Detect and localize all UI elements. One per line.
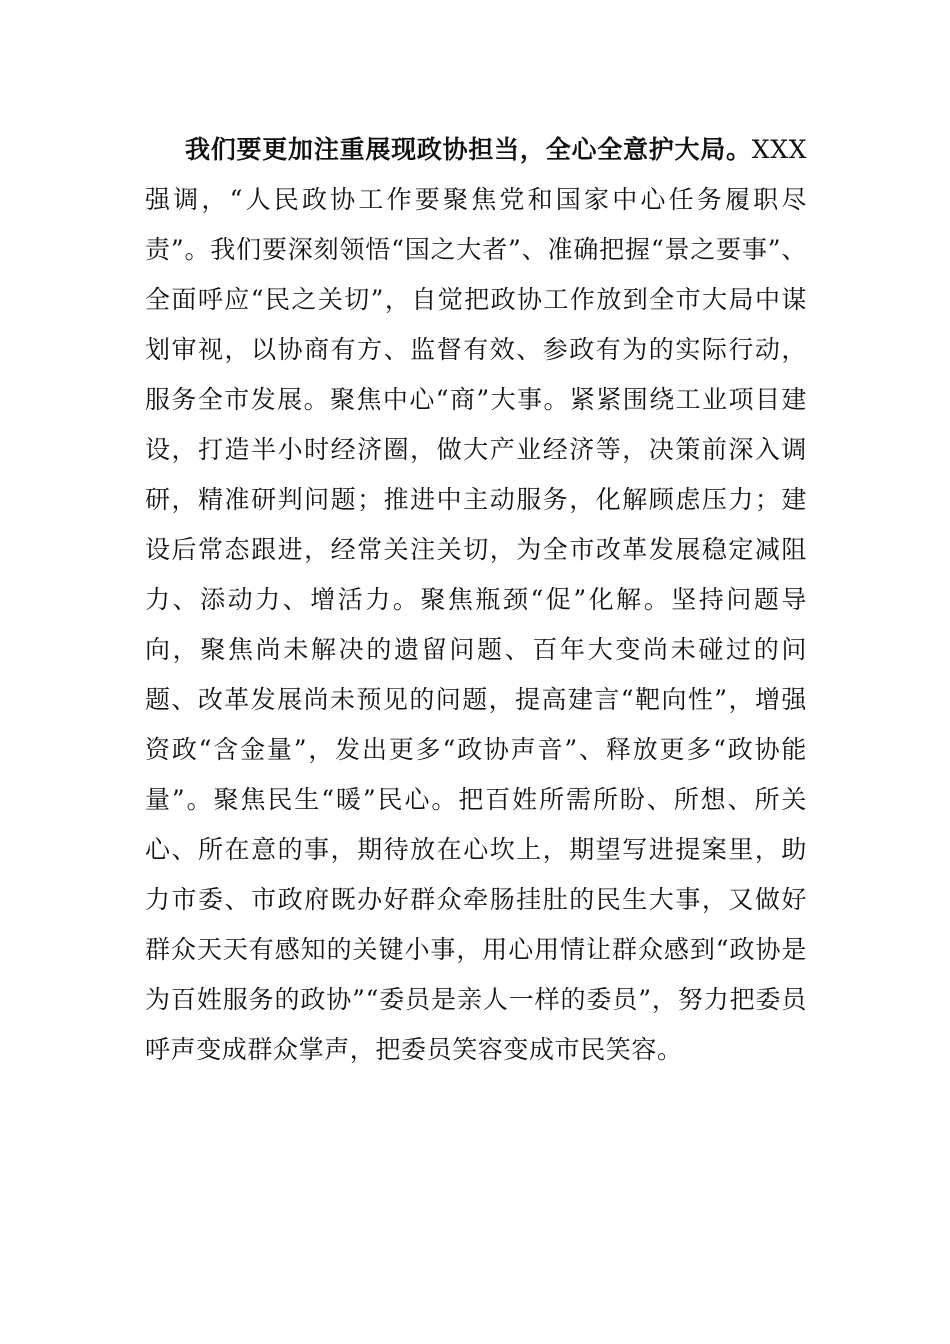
lead-sentence: 我们要更加注重展现政协担当，全心全意护大局。 — [185, 135, 752, 164]
body-paragraph — [145, 125, 807, 1075]
body-text: XXX强调，“人民政协工作要聚焦党和国家中心任务履职尽责”。我们要深刻领悟“国之大者”、准确把握“景之要事”、全面呼应“民之关切”，自觉把政协工作放到全市大局中谋划审视，以协商有方、监督有效、参政有为的实际行动，服务全市发展。聚焦中心“商”大事。紧紧围绕工业项目建设，打造半小时经济圈，做大产业经济等，决策前深入调研，精准研判问题；推进中主动服务，化解顾虑压力；建设后常态跟进，经常关注关切，为全市改革发展稳定减阻力、添动力、增活力。聚焦瓶颈“促”化解。坚持问题导向，聚焦尚未解决的遗留问题、百年大变尚未碰过的问题、改革发展尚未预见的问题，提高建言“靶向性”，增强资政“含金量”，发出更多“政协声音”、释放更多“政协能量”。聚焦民生“暖”民心。把百姓所需所盼、所想、所关心、所在意的事，期待放在心坎上，期望写进提案里，助力市委、市政府既办好群众牵肠挂肚的民生大事，又做好群众天天有感知的关键小事，用心用情让群众感到“政协是为百姓服务的政协”“委员是亲人一样的委员”，努力把委员呼声变成群众掌声，把委员笑容变成市民笑容。 — [145, 135, 807, 1064]
